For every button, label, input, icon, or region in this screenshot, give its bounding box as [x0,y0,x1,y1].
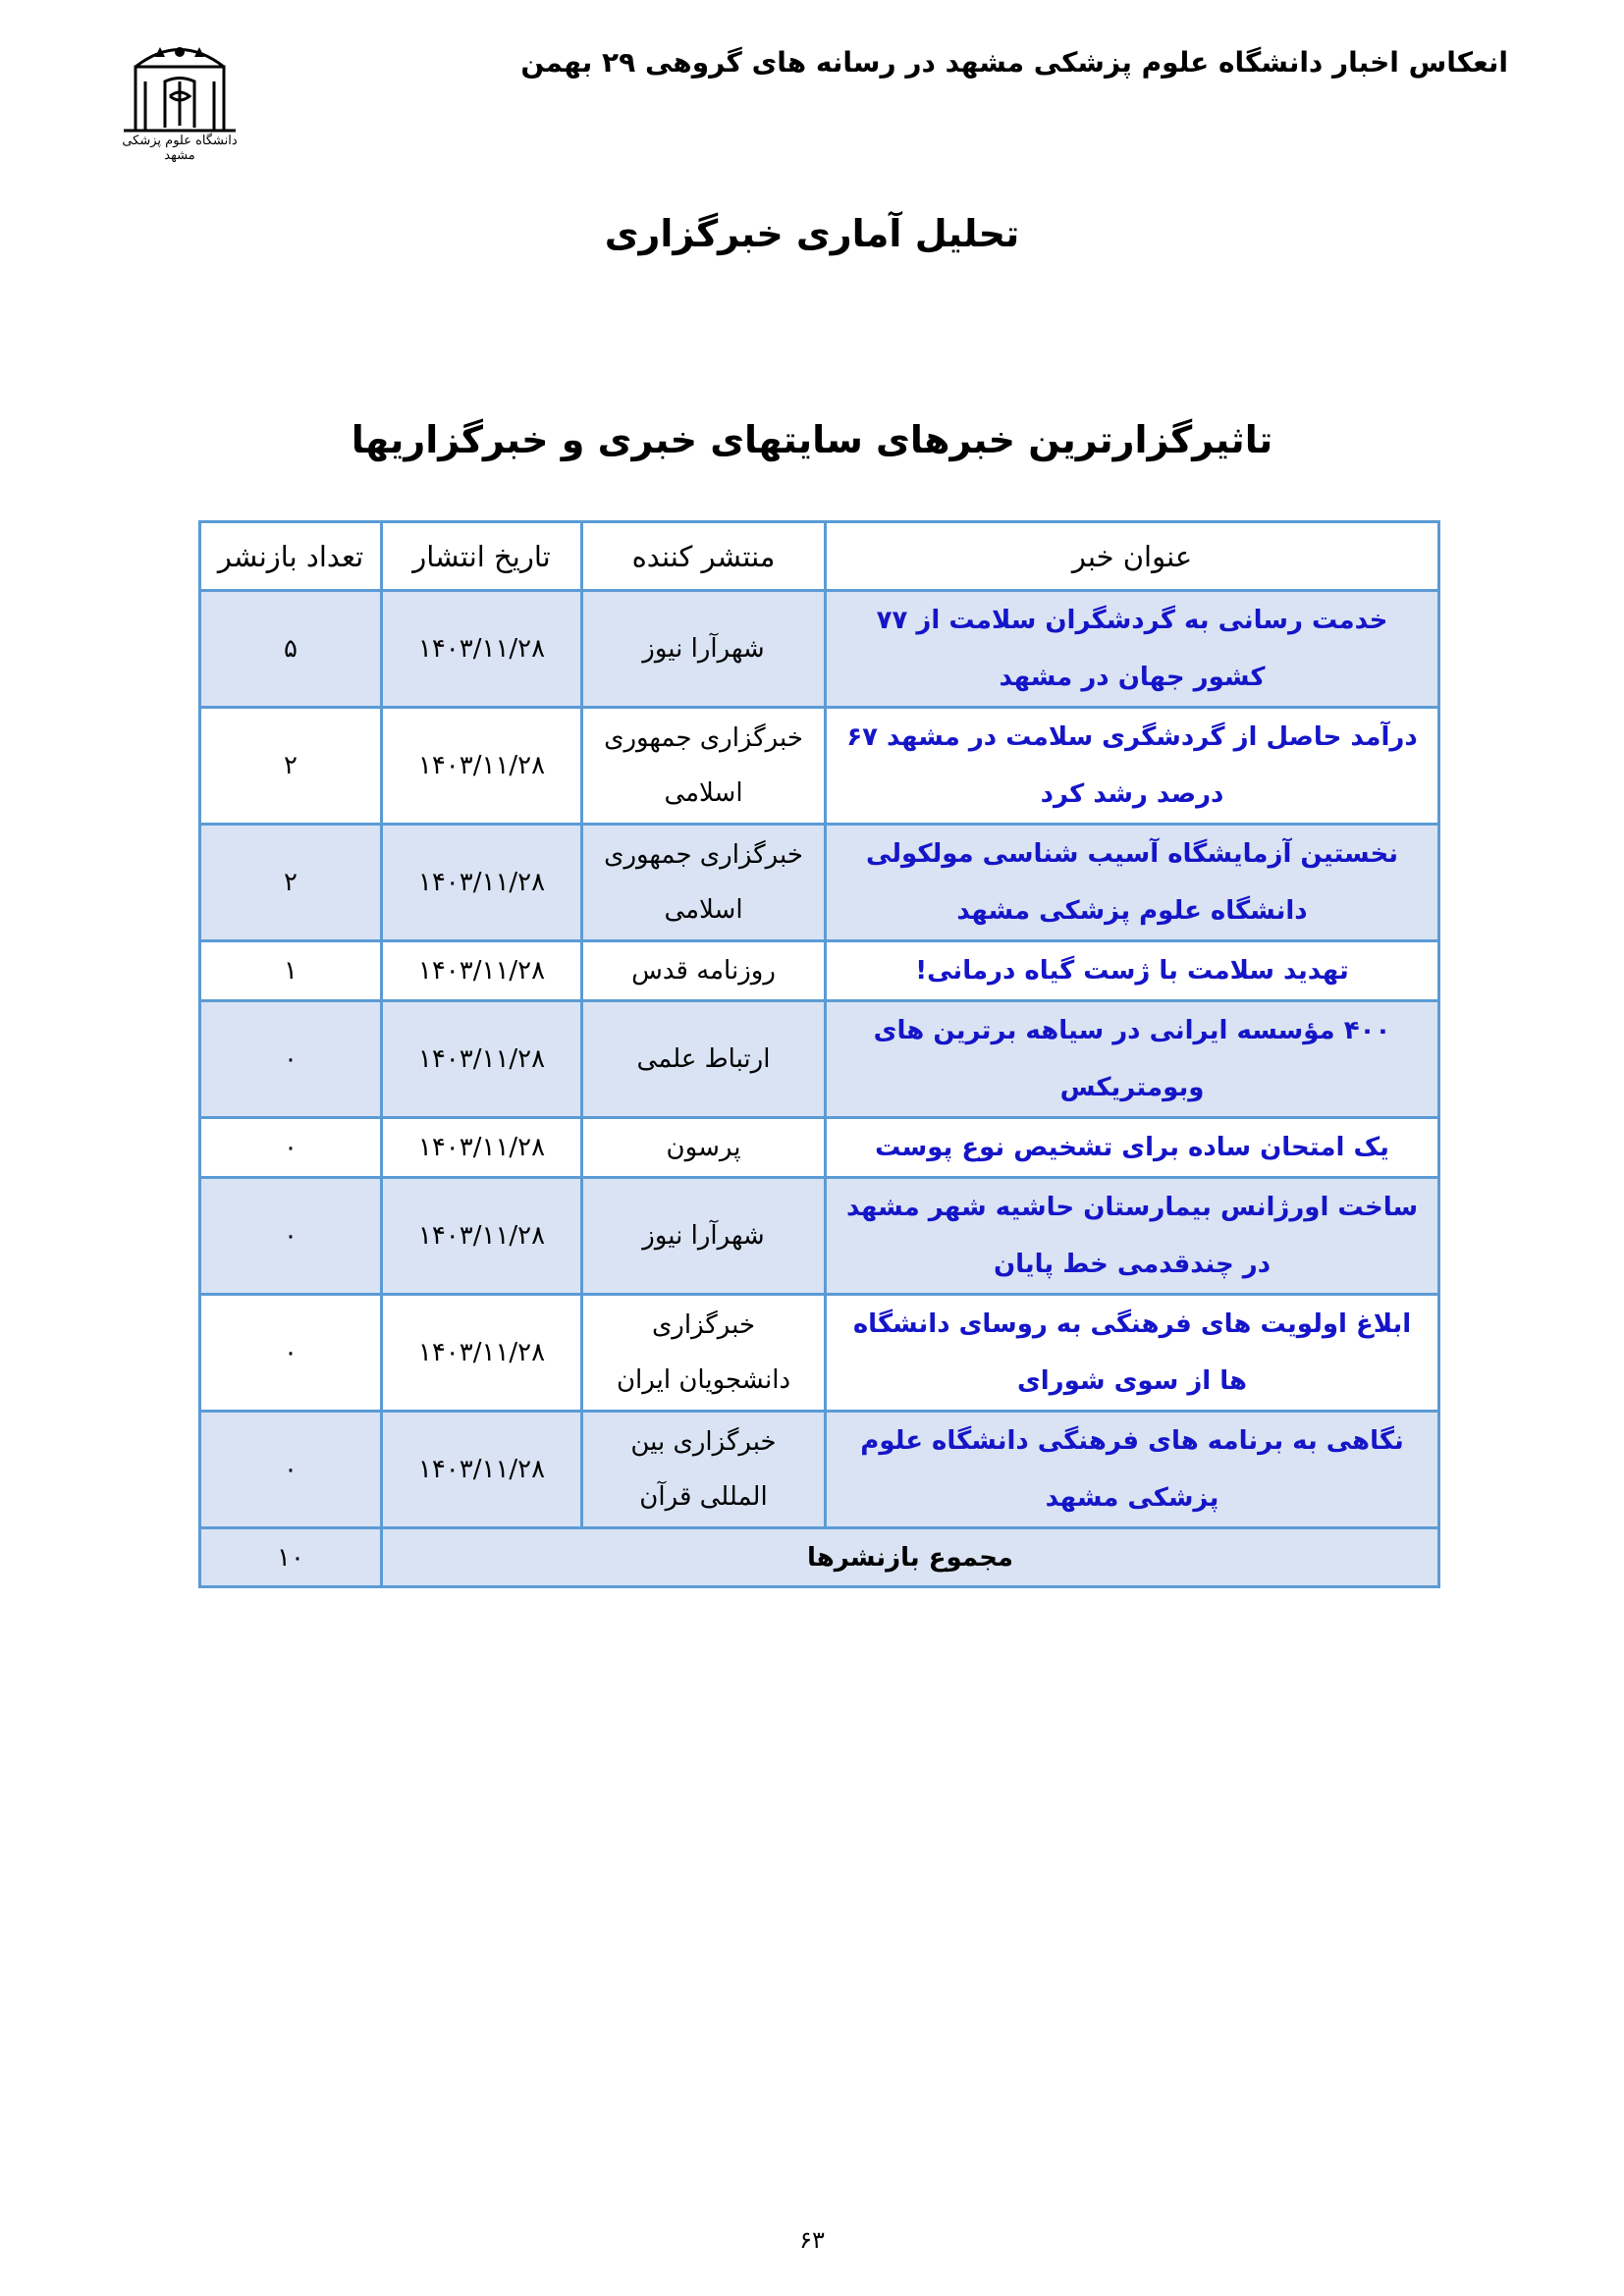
publish-date: ۱۴۰۳/۱۱/۲۸ [382,1178,582,1295]
total-value: ۱۰ [200,1528,382,1587]
header-title: عنوان خبر [826,522,1439,591]
table-row [200,941,1439,1001]
table-row [200,1178,1439,1295]
header-count: تعداد بازنشر [200,522,382,591]
table-title: تاثیرگزارترین خبرهای سایتهای خبری و خبرگزاریها [351,418,1273,461]
header-date: تاریخ انتشار [382,522,582,591]
news-title[interactable]: نخستین آزمایشگاه آسیب شناسی مولکولی دانشگاه علوم پزشکی مشهد [826,825,1439,941]
news-title[interactable]: ابلاغ اولویت های فرهنگی به روسای دانشگاه ها از سوی شورای [826,1295,1439,1412]
publisher: پرسون [582,1118,826,1178]
news-title[interactable]: ساخت اورژانس بیمارستان حاشیه شهر مشهد در چندقدمی خط پایان [826,1178,1439,1295]
publisher: شهرآرا نیوز [582,591,826,708]
news-title[interactable]: تهدید سلامت با ژست گیاه درمانی! [826,941,1439,1001]
total-label: مجموع بازنشرها [382,1528,1439,1587]
republish-count: ۰ [200,1178,382,1295]
news-title[interactable]: خدمت رسانی به گردشگران سلامت از ۷۷ کشور جهان در مشهد [826,591,1439,708]
section-title: تحلیل آماری خبرگزاری [604,212,1020,255]
republish-count: ۲ [200,825,382,941]
table-row [200,1001,1439,1118]
news-title[interactable]: نگاهی به برنامه های فرهنگی دانشگاه علوم پزشکی مشهد [826,1412,1439,1528]
publish-date: ۱۴۰۳/۱۱/۲۸ [382,825,582,941]
publish-date: ۱۴۰۳/۱۱/۲۸ [382,1412,582,1528]
publish-date: ۱۴۰۳/۱۱/۲۸ [382,1118,582,1178]
news-title[interactable]: ۴۰۰ مؤسسه ایرانی در سیاهه برترین های وبومتریکس [826,1001,1439,1118]
news-title[interactable]: یک امتحان ساده برای تشخیص نوع پوست [826,1118,1439,1178]
document-header-title: انعکاس اخبار دانشگاه علوم پزشکی مشهد در رسانه های گروهی ۲۹ بهمن [520,46,1508,79]
publisher: روزنامه قدس [582,941,826,1001]
republish-count: ۰ [200,1295,382,1412]
logo-caption: دانشگاه علوم پزشکی مشهد [122,133,238,163]
publisher: ارتباط علمی [582,1001,826,1118]
table-row [200,591,1439,708]
table-row [200,708,1439,825]
publish-date: ۱۴۰۳/۱۱/۲۸ [382,1295,582,1412]
republish-count: ۰ [200,1118,382,1178]
news-title[interactable]: درآمد حاصل از گردشگری سلامت در مشهد ۶۷ درصد رشد کرد [826,708,1439,825]
header-publisher: منتشر کننده [582,522,826,591]
publisher: خبرگزاری دانشجویان ایران [582,1295,826,1412]
republish-count: ۰ [200,1001,382,1118]
republish-count: ۵ [200,591,382,708]
total-row [200,1528,1439,1587]
publish-date: ۱۴۰۳/۱۱/۲۸ [382,591,582,708]
publish-date: ۱۴۰۳/۱۱/۲۸ [382,708,582,825]
republish-count: ۱ [200,941,382,1001]
republish-count: ۲ [200,708,382,825]
table-row [200,825,1439,941]
publisher: شهرآرا نیوز [582,1178,826,1295]
republish-count: ۰ [200,1412,382,1528]
publish-date: ۱۴۰۳/۱۱/۲۸ [382,1001,582,1118]
table-row [200,1412,1439,1528]
table-row [200,1295,1439,1412]
publish-date: ۱۴۰۳/۱۱/۲۸ [382,941,582,1001]
page-number: ۶۳ [799,2226,825,2254]
table-header-row [200,522,1439,591]
news-table [198,520,1440,1588]
table-row [200,1118,1439,1178]
publisher: خبرگزاری جمهوری اسلامی [582,708,826,825]
publisher: خبرگزاری جمهوری اسلامی [582,825,826,941]
publisher: خبرگزاری بین المللی قرآن [582,1412,826,1528]
